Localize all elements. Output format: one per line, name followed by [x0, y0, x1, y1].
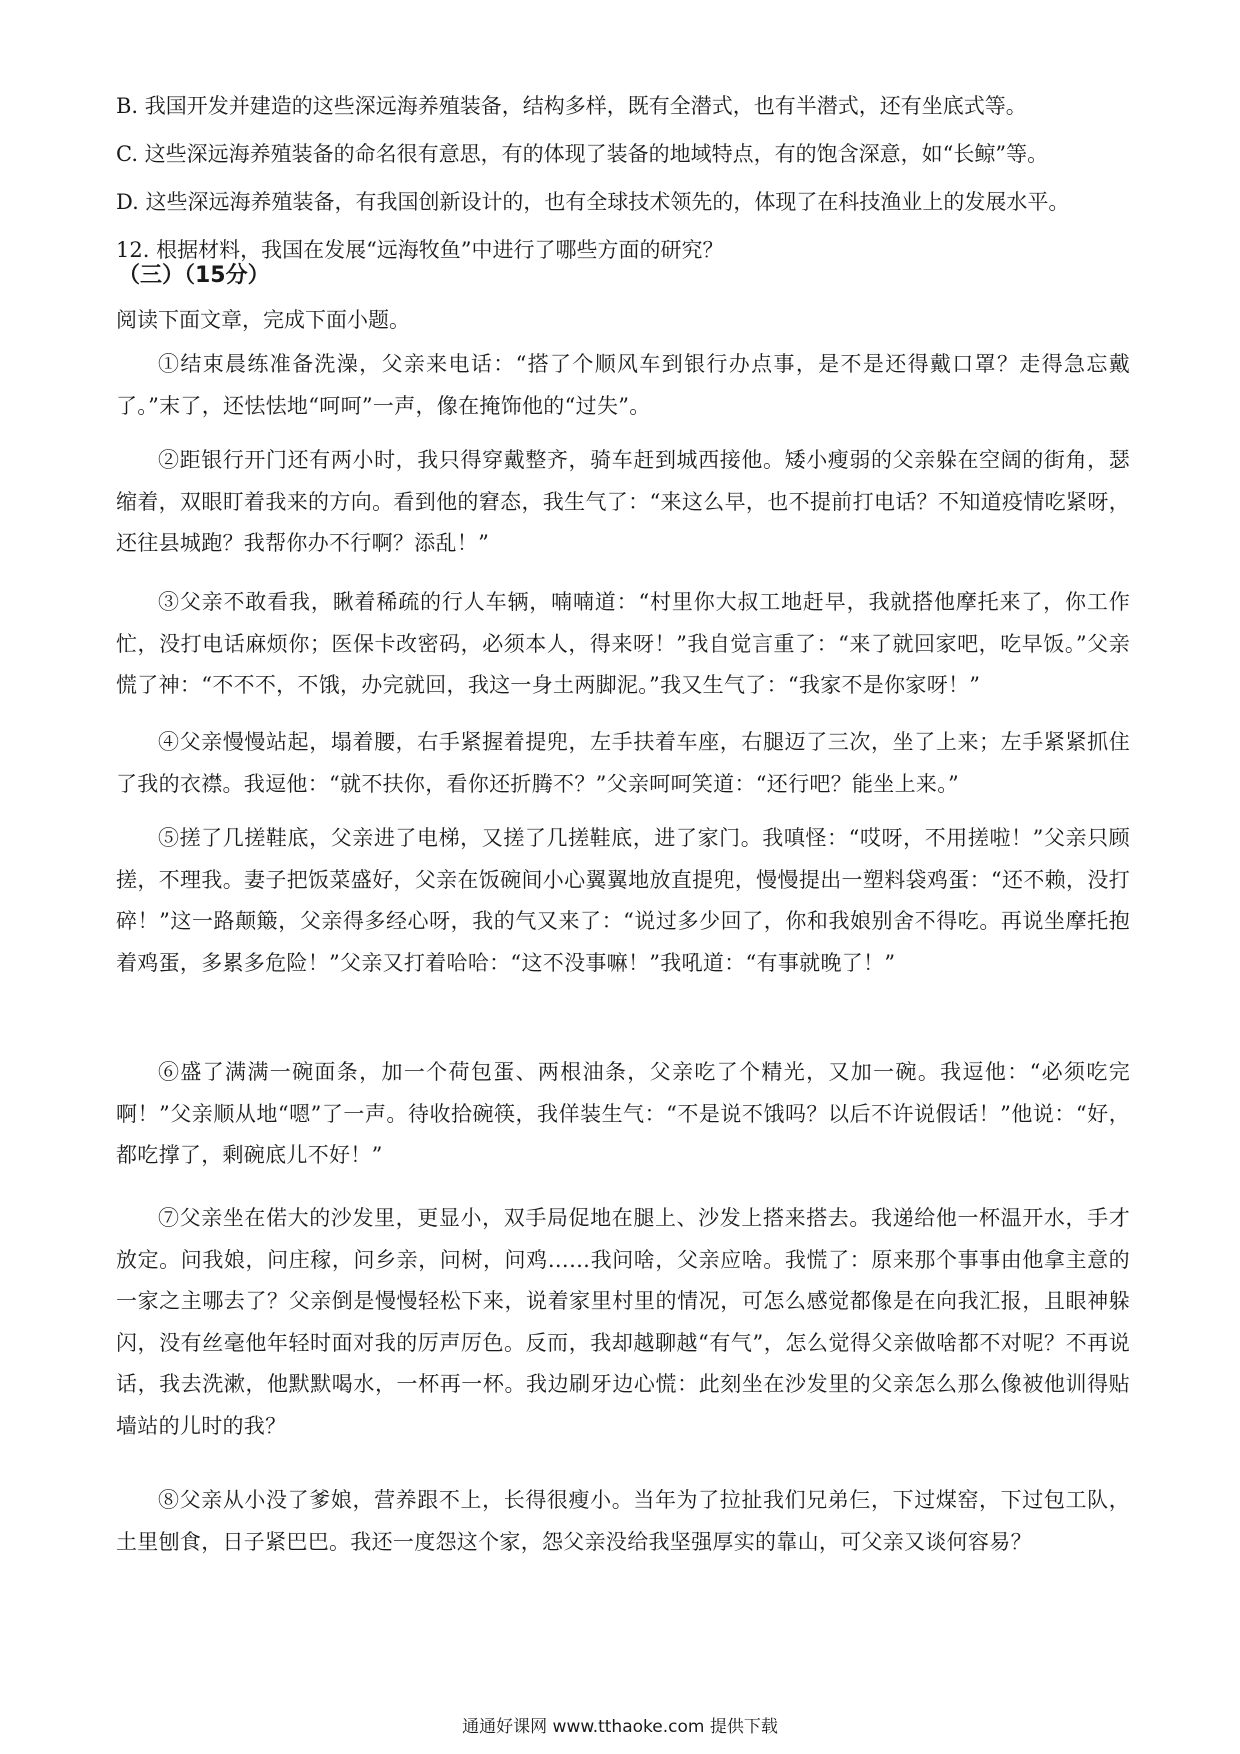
paragraph-6: ⑥盛了满满一碗面条，加一个荷包蛋、两根油条，父亲吃了个精光，又加一碗。我逗他：“必须吃完啊！”父亲顺从地“嗯”了一声。待收拾碗筷，我佯装生气：“不是说不饿吗？以后不许说假话！”他说：“好，都吃撑了，剩碗底儿不好！” [116, 1060, 1130, 1167]
paragraph-7: ⑦父亲坐在偌大的沙发里，更显小，双手局促地在腿上、沙发上搭来搭去。我递给他一杯温开水，手才放定。问我娘，问庄稼，问乡亲，问树，问鸡……我问啥，父亲应啥。我慌了：原来那个事事由他拿主意的一家之主哪去了？父亲倒是慢慢轻松下来，说着家里村里的情况，可怎么感觉都像是在向我汇报，且眼神躲闪，没有丝毫他年轻时面对我的厉声厉色。反而，我却越聊越“有气”，怎么觉得父亲做啥都不对呢？不再说话，我去洗漱，他默默喝水，一杯再一杯。我边刷牙边心慌：此刻坐在沙发里的父亲怎么那么像被他训得贴墙站的儿时的我？ [116, 1206, 1130, 1438]
section-instruction: 阅读下面文章，完成下面小题。 [116, 308, 410, 332]
option-c: C. 这些深远海养殖装备的命名很有意思，有的体现了装备的地域特点，有的饱含深意，如“长鲸”等。 [116, 142, 1049, 166]
paragraph-5: ⑤搓了几搓鞋底，父亲进了电梯，又搓了几搓鞋底，进了家门。我嗔怪：“哎呀，不用搓啦！”父亲只顾搓，不理我。妻子把饭菜盛好，父亲在饭碗间小心翼翼地放直提兜，慢慢提出一塑料袋鸡蛋：“还不赖，没打碎！”这一路颠簸，父亲得多经心呀，我的气又来了：“说过多少回了，你和我娘别舍不得吃。再说坐摩托抱着鸡蛋，多累多危险！”父亲又打着哈哈：“这不没事嘛！”我吼道：“有事就晚了！” [116, 826, 1130, 975]
paragraph-3: ③父亲不敢看我，瞅着稀疏的行人车辆，喃喃道：“村里你大叔工地赶早，我就搭他摩托来了，你工作忙，没打电话麻烦你；医保卡改密码，必须本人，得来呀！”我自觉言重了：“来了就回家吧，吃早饭。”父亲慌了神：“不不不，不饿，办完就回，我这一身土两脚泥。”我又生气了：“我家不是你家呀！” [116, 590, 1130, 697]
section-heading: （三）（15分） [118, 263, 270, 288]
paragraph-8: ⑧父亲从小没了爹娘，营养跟不上，长得很瘦小。当年为了拉扯我们兄弟仨，下过煤窑，下过包工队，土里刨食，日子紧巴巴。我还一度怨这个家，怨父亲没给我坚强厚实的靠山，可父亲又谈何容易？ [116, 1488, 1130, 1554]
footer-watermark: 通通好课网 www.tthaoke.com 提供下载 [462, 1717, 778, 1737]
paragraph-2: ②距银行开门还有两小时，我只得穿戴整齐，骑车赶到城西接他。矮小瘦弱的父亲躲在空阔的街角，瑟缩着，双眼盯着我来的方向。看到他的窘态，我生气了：“来这么早，也不提前打电话？不知道疫情吃紧呀，还往县城跑？我帮你办不行啊？添乱！” [116, 448, 1130, 555]
paragraph-4: ④父亲慢慢站起，塌着腰，右手紧握着提兜，左手扶着车座，右腿迈了三次，坐了上来；左手紧紧抓住了我的衣襟。我逗他：“就不扶你，看你还折腾不？”父亲呵呵笑道：“还行吧？能坐上来。” [116, 730, 1130, 796]
option-b: B. 我国开发并建造的这些深远海养殖装备，结构多样，既有全潜式，也有半潜式，还有坐底式等。 [116, 94, 1027, 118]
paragraph-1: ①结束晨练准备洗澡，父亲来电话：“搭了个顺风车到银行办点事，是不是还得戴口罩？走得急忘戴了。”末了，还怯怯地“呵呵”一声，像在掩饰他的“过失”。 [116, 352, 1130, 418]
question-12: 12. 根据材料，我国在发展“远海牧鱼”中进行了哪些方面的研究？ [116, 238, 724, 262]
option-d: D. 这些深远海养殖装备，有我国创新设计的，也有全球技术领先的，体现了在科技渔业上的发展水平。 [116, 190, 1070, 214]
